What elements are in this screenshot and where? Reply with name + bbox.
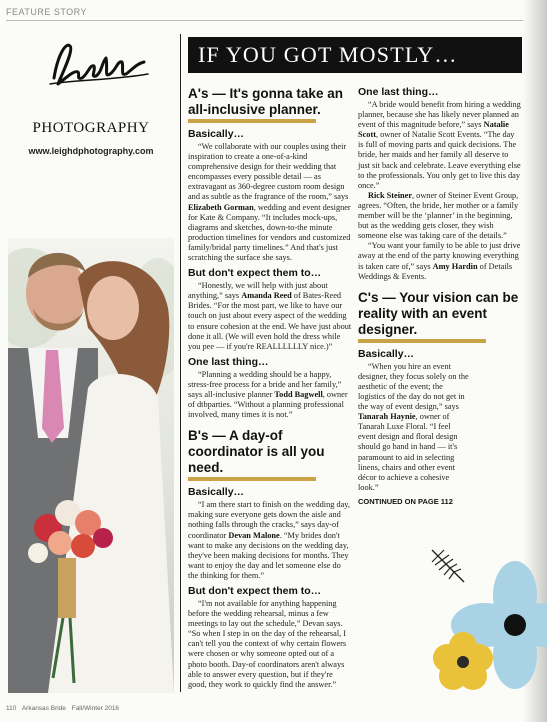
- paragraph: “When you hire an event designer, they focus solely on the aesthetic of the event; the logistics of the day do not get in the way of event design,” says Tanarah Haynie, owner of Tanarah Luxe Floral. “I feel event design and floral design should go hand in hand — it's paramount to aid in selecting linens, chairs and other event décor to achieve a cohesive look.”: [358, 361, 469, 492]
- subhead: Basically…: [188, 128, 245, 140]
- signature-logo-icon: [44, 34, 154, 94]
- paragraph: “I am there start to finish on the wedding day, making sure everyone gets down the aisle and nothing falls through the cracks,” says day-of coordinator Devan Malone. “My brides don't want to make any decisions on the wedding day, they've been making decisions for months. They want to enjoy the day and let someone else do the thinking for them.”: [188, 500, 350, 580]
- section-title-a: A's — It's gonna take an all-inclusive planner.: [188, 86, 343, 117]
- paragraph: “I'm not available for anything happening before the wedding rehearsal, minus a few meetings to lay out the schedule,” Devan says. “So when I step in on the day of the rehearsal, I can't tell you the context of why certain flowers were chosen or why someone opted out of a photo booth. Day-of coordinators aren't always able to answer every question, but if they're good, they work to quickly find the answer.”: [188, 599, 347, 689]
- article-column-2: [358, 86, 522, 507]
- subhead: One last thing…: [188, 355, 269, 368]
- paragraph: Rick Steiner, owner of Steiner Event Group, agrees. “Often, the bride, her mother or a family member will be the ‘planner’ in the beginning, but as the wedding gets closer, they wish someone else was taking care of the details.”: [358, 190, 519, 241]
- section-label: FEATURE STORY: [6, 7, 88, 17]
- article-column-1: [188, 86, 352, 690]
- paragraph: “We collaborate with our couples using their inspiration to create a one-of-a-kind comprehensive design for their wedding that encompasses every possible detail — as extravagant as 360-degree custom room design and as subtle as the fragrance of the room,” says Elizabeth Gorman, wedding and event designer for Kate & Company. “It includes mock-ups, diagrams and sketches, down-to-the minute production timelines for vendors and customized family/bridal party timelines.” And that's just scratching the surface she says.: [188, 142, 351, 263]
- subhead: Basically…: [358, 347, 415, 360]
- top-rule: [6, 20, 523, 21]
- logo-wordmark: PHOTOGRAPHY: [32, 120, 150, 136]
- page-footer: [6, 705, 123, 712]
- section-title-b: B's — A day-of coordinator is all you need.: [188, 428, 325, 476]
- paragraph: “A bride would benefit from hiring a wedding planner, because she has likely never planned an event of this magnitude before,” says Natalie Scott, owner of Natalie Scott Events. “The day is full of moving parts and quick decisions. The bride, her maids and her family all deserve to just sit back and celebrate. Leave everything else to the professionals. You only get to live this day once.”: [358, 100, 521, 190]
- accent-bar: [358, 339, 486, 343]
- subhead: But don't expect them to…: [188, 585, 322, 597]
- section-title-c: C's — Your vision can be reality with an event designer.: [358, 289, 519, 337]
- paragraph: “Planning a wedding should be a happy, stress-free process for a bride and her family,” says all-inclusive planner Todd Bagwell, owner of dtbparties. “Without a planning professional involved, many times it is not.”: [188, 369, 348, 420]
- page-number: 110: [6, 705, 17, 712]
- magazine-name: Arkansas Bride: [21, 705, 66, 712]
- paragraph: “Honestly, we will help with just about anything,” says Amanda Reed of Bates-Reed Brides. “For the most part, we like to have our touch on just about every aspect of the wedding to ensure cohesion at the end. We have just about done it all. (We will even hold the dress while you pee — if you're REALLLLLLY nice.)”: [188, 281, 352, 351]
- couple-photo: [8, 238, 174, 693]
- subhead: Basically…: [188, 486, 245, 499]
- paragraph: “You want your family to be able to just drive away at the end of the party knowing everything is taken care of,” says Amy Hardin of Details Weddings & Events.: [358, 241, 521, 281]
- logo-url: www.leighdphotography.com: [28, 146, 154, 156]
- fern-sprig-icon: [428, 546, 468, 586]
- accent-bar: [188, 119, 316, 123]
- column-divider: [180, 34, 181, 692]
- accent-bar: [188, 477, 316, 481]
- subhead: One last thing…: [358, 86, 439, 98]
- issue-name: Fall/Winter 2016: [71, 705, 120, 712]
- headline: IF YOU GOT MOSTLY…: [188, 37, 522, 73]
- subhead: But don't expect them to…: [188, 267, 322, 280]
- continued-note: CONTINUED ON PAGE 112: [358, 496, 453, 506]
- advertisement: [8, 28, 174, 693]
